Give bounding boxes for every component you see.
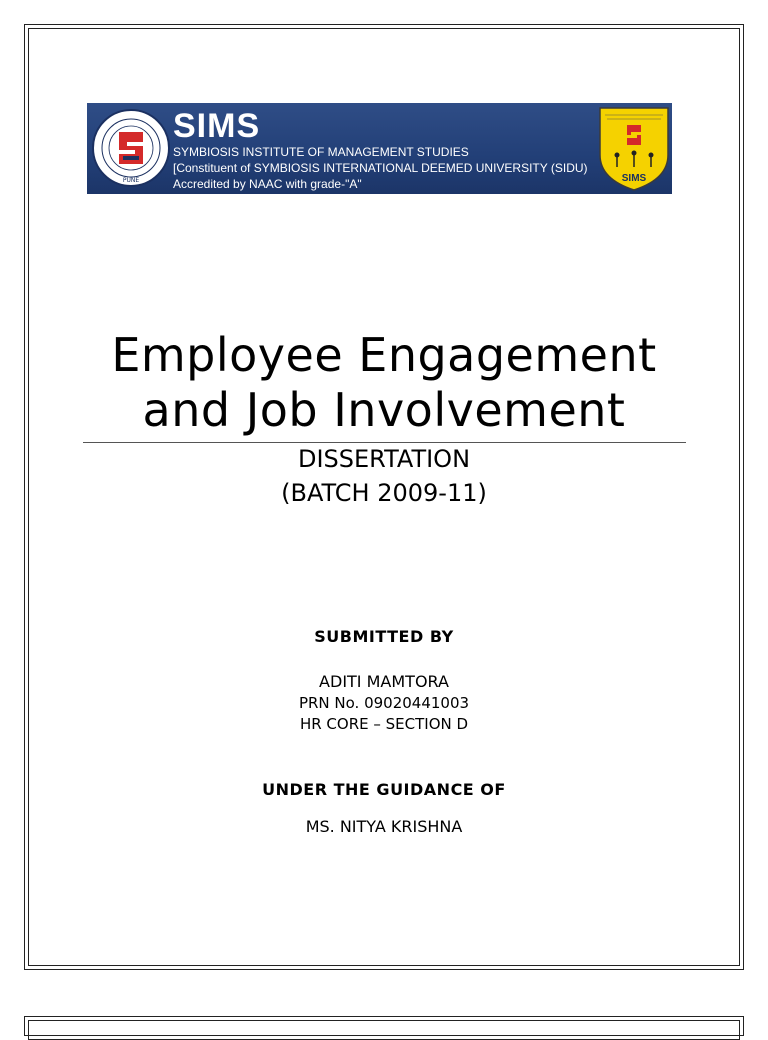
title-divider bbox=[83, 442, 686, 443]
institute-banner bbox=[87, 103, 672, 194]
banner-constituent-line: [Constituent of SYMBIOSIS INTERNATIONAL DEEMED UNIVERSITY (SIDU) bbox=[173, 161, 588, 175]
document-type: DISSERTATION bbox=[297, 445, 471, 473]
svg-text:PUNE: PUNE bbox=[122, 177, 140, 184]
next-page-border-inner bbox=[28, 1020, 740, 1040]
guide-name: MS. NITYA KRISHNA bbox=[305, 817, 463, 836]
student-name: ADITI MAMTORA bbox=[319, 672, 449, 691]
prn-number: PRN No. 09020441003 bbox=[298, 694, 470, 712]
batch-label: (BATCH 2009-11) bbox=[281, 479, 487, 507]
banner-institute-name: SYMBIOSIS INSTITUTE OF MANAGEMENT STUDIES bbox=[173, 145, 469, 159]
course-section: HR CORE – SECTION D bbox=[299, 715, 469, 733]
title-line-1: Employee Engagement bbox=[111, 328, 657, 382]
document-title bbox=[28, 328, 740, 438]
submitted-by-heading: SUBMITTED BY bbox=[314, 627, 454, 646]
banner-accreditation-line: Accredited by NAAC with grade-"A" bbox=[173, 177, 362, 191]
shield-label: SIMS bbox=[621, 173, 647, 184]
title-line-2: and Job Involvement bbox=[142, 383, 626, 437]
guidance-heading: UNDER THE GUIDANCE OF bbox=[262, 780, 506, 799]
sims-shield-logo bbox=[597, 105, 671, 192]
banner-brand-name: SIMS bbox=[173, 107, 261, 145]
university-seal-logo bbox=[91, 108, 171, 188]
